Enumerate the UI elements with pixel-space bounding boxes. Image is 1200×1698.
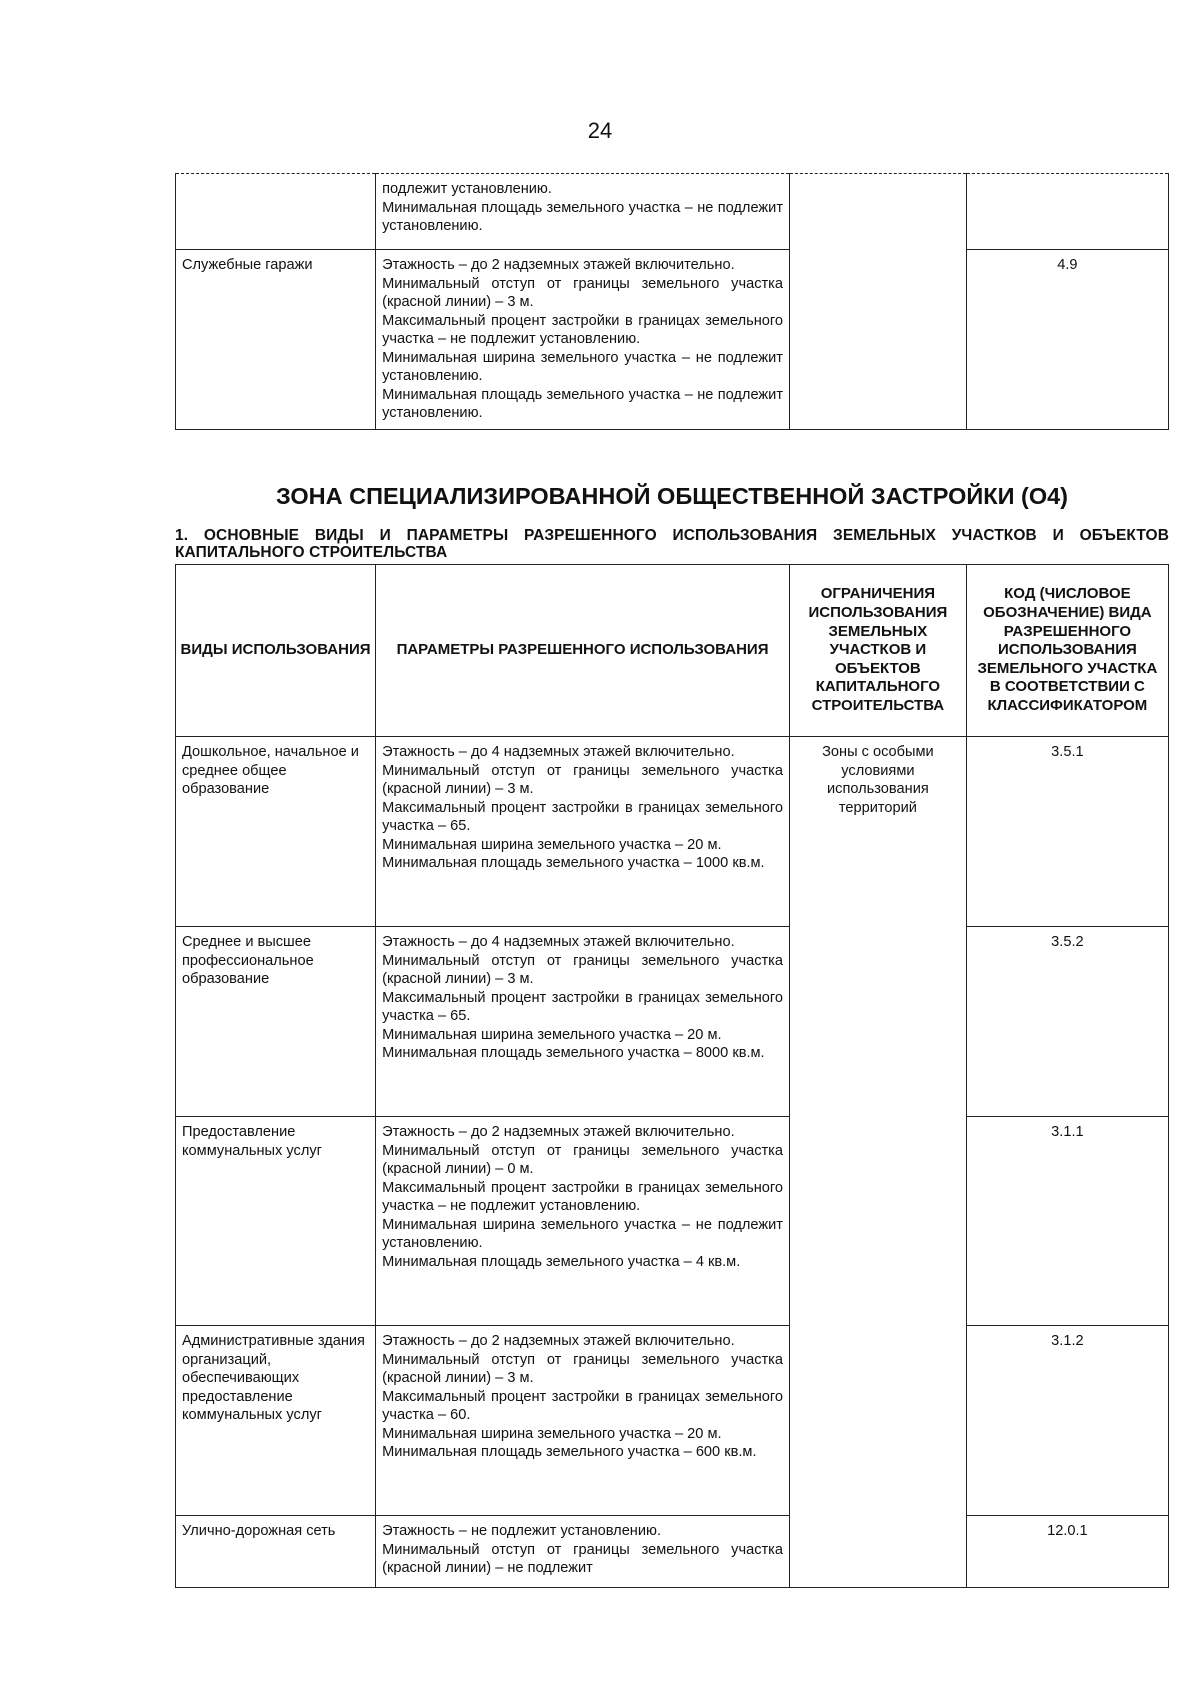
- code-cell: 3.1.2: [966, 1326, 1168, 1516]
- param-line: Максимальный процент застройки в границах земельного участка – не подлежит установлению.: [382, 1179, 783, 1214]
- table-header-row: [176, 565, 1169, 737]
- zone-title: ЗОНА СПЕЦИАЛИЗИРОВАННОЙ ОБЩЕСТВЕННОЙ ЗАСТРОЙКИ (О4): [275, 483, 1069, 509]
- param-line: Этажность – не подлежит установлению.: [382, 1523, 662, 1539]
- code-cell: [966, 174, 1168, 250]
- param-line: Минимальная площадь земельного участка – 8000 кв.м.: [382, 1045, 765, 1061]
- code-cell: 12.0.1: [966, 1516, 1168, 1588]
- param-line: Максимальный процент застройки в границах земельного участка – не подлежит установлению.: [382, 312, 783, 347]
- use-type-cell: Административные здания организаций, обеспечивающих предоставление коммунальных услуг: [176, 1326, 376, 1516]
- zone-table: [175, 564, 1169, 1588]
- param-line: Максимальный процент застройки в границах земельного участка – 65.: [382, 799, 783, 834]
- table-row: [176, 250, 1169, 430]
- params-cell: [376, 1117, 790, 1326]
- param-line: Максимальный процент застройки в границах земельного участка – 65.: [382, 989, 783, 1024]
- param-line: Минимальная площадь земельного участка – 1000 кв.м.: [382, 855, 765, 871]
- table-row: [176, 1117, 1169, 1326]
- code-cell: 3.1.1: [966, 1117, 1168, 1326]
- restriction-cell: Зоны с особыми условиями использования территорий: [790, 737, 967, 1588]
- params-cell: [376, 1516, 790, 1588]
- param-line: Минимальный отступ от границы земельного участка (красной линии) – 3 м.: [382, 275, 783, 310]
- param-line: Минимальная площадь земельного участка – 600 кв.м.: [382, 1444, 757, 1460]
- param-line: Этажность – до 2 надземных этажей включительно.: [382, 257, 735, 273]
- param-line: подлежит установлению.: [382, 181, 552, 197]
- param-line: Минимальный отступ от границы земельного участка (красной линии) – 3 м.: [382, 1351, 783, 1386]
- params-cell: [376, 174, 790, 250]
- param-line: Минимальная ширина земельного участка – 20 м.: [382, 1425, 722, 1442]
- use-type-cell: Среднее и высшее профессиональное образование: [176, 927, 376, 1117]
- use-type-cell: Улично-дорожная сеть: [176, 1516, 376, 1588]
- params-cell: [376, 737, 790, 927]
- page-number: 24: [587, 118, 613, 143]
- param-line: Этажность – до 4 надземных этажей включительно.: [382, 744, 735, 760]
- param-line: Минимальный отступ от границы земельного участка (красной линии) – 3 м.: [382, 762, 783, 797]
- table-row: [176, 737, 1169, 927]
- param-line: Минимальный отступ от границы земельного участка (красной линии) – не подлежит: [382, 1541, 783, 1576]
- continuation-table: [175, 173, 1169, 430]
- params-cell: [376, 1326, 790, 1516]
- params-cell: [376, 927, 790, 1117]
- param-line: Минимальная площадь земельного участка – 4 кв.м.: [382, 1253, 741, 1270]
- params-cell: [376, 250, 790, 430]
- param-line: Минимальная ширина земельного участка – не подлежит установлению.: [382, 349, 783, 384]
- header-restrictions: ОГРАНИЧЕНИЯ ИСПОЛЬЗОВАНИЯ ЗЕМЕЛЬНЫХ УЧАСТКОВ И ОБЪЕКТОВ КАПИТАЛЬНОГО СТРОИТЕЛЬСТВА: [790, 565, 967, 737]
- header-params: ПАРАМЕТРЫ РАЗРЕШЕННОГО ИСПОЛЬЗОВАНИЯ: [376, 565, 790, 737]
- use-type-cell: Служебные гаражи: [176, 250, 376, 430]
- param-line: Минимальный отступ от границы земельного участка (красной линии) – 3 м.: [382, 952, 783, 987]
- param-line: Минимальный отступ от границы земельного участка (красной линии) – 0 м.: [382, 1142, 783, 1177]
- table-row: [176, 174, 1169, 250]
- param-line: Минимальная ширина земельного участка – 20 м.: [382, 1026, 722, 1043]
- use-type-cell: [176, 174, 376, 250]
- table-row: [176, 1516, 1169, 1588]
- code-cell: 4.9: [966, 250, 1168, 430]
- param-line: Минимальная площадь земельного участка – не подлежит установлению.: [382, 386, 783, 421]
- param-line: Минимальная ширина земельного участка – 20 м.: [382, 836, 722, 853]
- use-type-cell: Дошкольное, начальное и среднее общее образование: [176, 737, 376, 927]
- param-line: Этажность – до 2 надземных этажей включительно.: [382, 1333, 735, 1349]
- header-use-types: ВИДЫ ИСПОЛЬЗОВАНИЯ: [176, 565, 376, 737]
- code-cell: 3.5.2: [966, 927, 1168, 1117]
- section-title: 1. ОСНОВНЫЕ ВИДЫ И ПАРАМЕТРЫ РАЗРЕШЕННОГО ИСПОЛЬЗОВАНИЯ ЗЕМЕЛЬНЫХ УЧАСТКОВ И ОБЪЕКТОВ КАПИТАЛЬНОГО СТРОИТЕЛЬСТВА: [175, 527, 1169, 561]
- param-line: Минимальная ширина земельного участка – не подлежит установлению.: [382, 1216, 783, 1251]
- param-line: Минимальная площадь земельного участка – не подлежит установлению.: [382, 199, 783, 234]
- param-line: Этажность – до 2 надземных этажей включительно.: [382, 1124, 735, 1140]
- table-row: [176, 1326, 1169, 1516]
- header-code: КОД (ЧИСЛОВОЕ ОБОЗНАЧЕНИЕ) ВИДА РАЗРЕШЕННОГО ИСПОЛЬЗОВАНИЯ ЗЕМЕЛЬНОГО УЧАСТКА В СООТВЕТСТВИИ С КЛАССИФИКАТОРОМ: [966, 565, 1168, 737]
- table-row: [176, 927, 1169, 1117]
- code-cell: 3.5.1: [966, 737, 1168, 927]
- param-line: Этажность – до 4 надземных этажей включительно.: [382, 934, 735, 950]
- restriction-cell: [790, 174, 967, 430]
- param-line: Максимальный процент застройки в границах земельного участка – 60.: [382, 1388, 783, 1423]
- use-type-cell: Предоставление коммунальных услуг: [176, 1117, 376, 1326]
